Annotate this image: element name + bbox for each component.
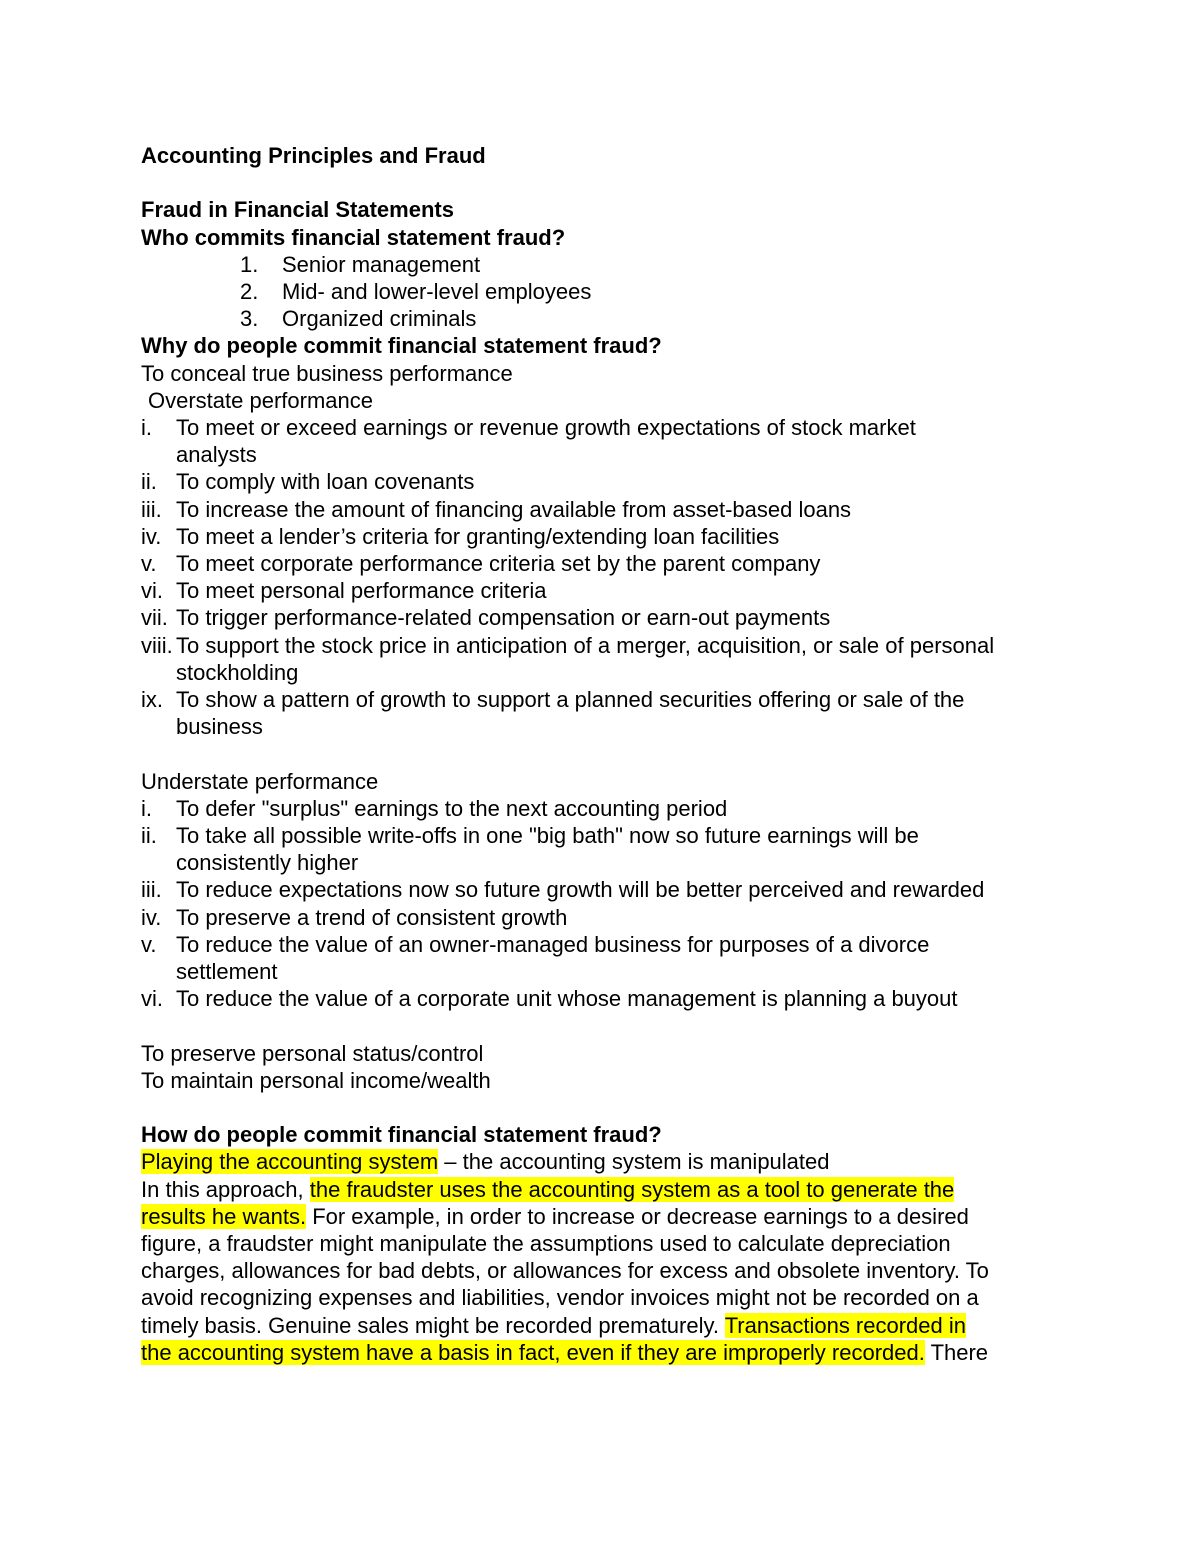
list-text: To meet or exceed earnings or revenue growth expectations of stock market <box>176 415 916 441</box>
highlighted-text: results he wants. <box>141 1203 307 1229</box>
highlighted-text: Playing the accounting system <box>141 1149 439 1175</box>
spacer <box>141 1012 1061 1039</box>
understate-heading: Understate performance <box>141 768 379 794</box>
list-text-continued: consistently higher <box>176 850 359 876</box>
roman-numeral: v. <box>141 551 157 577</box>
list-text-continued: business <box>176 714 263 740</box>
paragraph-text: In this approach, <box>141 1176 310 1202</box>
conceal-text: To conceal true business performance <box>141 360 513 386</box>
list-text: To increase the amount of financing available from asset-based loans <box>176 496 852 522</box>
list-text: To show a pattern of growth to support a planned securities offering or sale of the <box>176 687 965 713</box>
roman-numeral: ii. <box>141 823 157 849</box>
list-item <box>141 876 1061 903</box>
question-how: How do people commit financial statement fraud? <box>141 1122 662 1148</box>
how-paragraph-line <box>141 1176 1061 1203</box>
roman-numeral: i. <box>141 795 152 821</box>
how-paragraph-line: figure, a fraudster might manipulate the assumptions used to calculate depreciation <box>141 1231 951 1257</box>
list-item <box>141 414 1061 468</box>
how-paragraph-line <box>141 1339 1061 1366</box>
roman-numeral: iv. <box>141 904 162 930</box>
list-item <box>141 686 1061 740</box>
list-text: To meet corporate performance criteria set by the parent company <box>176 551 821 577</box>
roman-numeral: iii. <box>141 877 162 903</box>
how-paragraph-line <box>141 1203 1061 1230</box>
list-text: To meet a lender’s criteria for granting/extending loan facilities <box>176 523 780 549</box>
roman-numeral: ii. <box>141 469 157 495</box>
how-paragraph-line <box>141 1312 1061 1339</box>
list-text: To reduce the value of a corporate unit whose management is planning a buyout <box>176 986 958 1012</box>
list-item <box>141 632 1061 686</box>
how-paragraph-line: charges, allowances for bad debts, or allowances for excess and obsolete inventory. To <box>141 1258 989 1284</box>
spacer <box>141 169 1061 196</box>
document-body <box>141 142 1061 1366</box>
list-text: To support the stock price in anticipation of a merger, acquisition, or sale of personal <box>176 632 995 658</box>
question-who: Who commits financial statement fraud? <box>141 224 566 250</box>
list-text: To defer "surplus" earnings to the next accounting period <box>176 795 728 821</box>
understate-list <box>141 795 1061 1013</box>
list-text-continued: settlement <box>176 959 278 985</box>
list-text: To take all possible write-offs in one "big bath" now so future earnings will be <box>176 823 919 849</box>
roman-numeral: i. <box>141 415 152 441</box>
list-text-continued: stockholding <box>176 659 299 685</box>
document-title: Accounting Principles and Fraud <box>141 143 486 168</box>
paragraph-text: For example, in order to increase or decrease earnings to a desired <box>306 1203 969 1229</box>
list-item <box>141 523 1061 550</box>
list-item <box>141 577 1061 604</box>
list-item <box>141 604 1061 631</box>
who-list <box>141 251 1061 333</box>
roman-numeral: v. <box>141 931 157 957</box>
paragraph-text: There <box>924 1339 989 1365</box>
list-item <box>141 822 1061 876</box>
list-text-continued: analysts <box>176 442 257 468</box>
list-number: 3. <box>240 306 259 332</box>
paragraph-text: timely basis. Genuine sales might be recorded prematurely. <box>141 1312 725 1338</box>
list-number: 2. <box>240 279 259 304</box>
list-item <box>141 904 1061 931</box>
maintain-text: To maintain personal income/wealth <box>141 1067 491 1093</box>
preserve-text: To preserve personal status/control <box>141 1040 484 1066</box>
highlighted-text: Transactions recorded in <box>724 1312 966 1338</box>
section-heading: Fraud in Financial Statements <box>141 197 454 223</box>
list-item <box>141 251 1061 278</box>
list-item <box>141 496 1061 523</box>
list-item <box>141 278 1061 305</box>
spacer <box>141 740 1061 767</box>
spacer <box>141 1094 1061 1121</box>
list-text: To trigger performance-related compensation or earn-out payments <box>176 605 831 631</box>
list-text: Mid- and lower-level employees <box>282 279 592 304</box>
list-text: Senior management <box>282 251 481 277</box>
overstate-list <box>141 414 1061 740</box>
list-item <box>141 305 1061 332</box>
roman-numeral: vi. <box>141 578 163 604</box>
list-item <box>141 985 1061 1012</box>
paragraph-text: – the accounting system is manipulated <box>438 1149 830 1175</box>
roman-numeral: vii. <box>141 605 168 631</box>
how-paragraph-line <box>141 1148 1061 1175</box>
highlighted-text: the fraudster uses the accounting system as a tool to generate the <box>309 1176 955 1202</box>
list-text: To reduce expectations now so future growth will be better perceived and rewarded <box>176 877 985 903</box>
highlighted-text: the accounting system have a basis in fact, even if they are improperly recorded. <box>141 1339 925 1365</box>
list-number: 1. <box>240 251 259 277</box>
roman-numeral: viii. <box>141 632 173 658</box>
list-text: To reduce the value of an owner-managed business for purposes of a divorce <box>176 931 930 957</box>
roman-numeral: iii. <box>141 496 162 522</box>
list-item <box>141 931 1061 985</box>
list-text: To comply with loan covenants <box>176 469 475 495</box>
question-why: Why do people commit financial statement fraud? <box>141 333 662 359</box>
roman-numeral: ix. <box>141 687 163 713</box>
how-paragraph-line: avoid recognizing expenses and liabilities, vendor invoices might not be recorded on a <box>141 1285 979 1311</box>
roman-numeral: vi. <box>141 986 163 1012</box>
list-item <box>141 550 1061 577</box>
list-item <box>141 468 1061 495</box>
roman-numeral: iv. <box>141 523 162 549</box>
list-text: To meet personal performance criteria <box>176 578 547 604</box>
list-text: To preserve a trend of consistent growth <box>176 904 568 930</box>
list-text: Organized criminals <box>282 306 477 332</box>
overstate-heading: Overstate performance <box>148 387 373 413</box>
list-item <box>141 795 1061 822</box>
